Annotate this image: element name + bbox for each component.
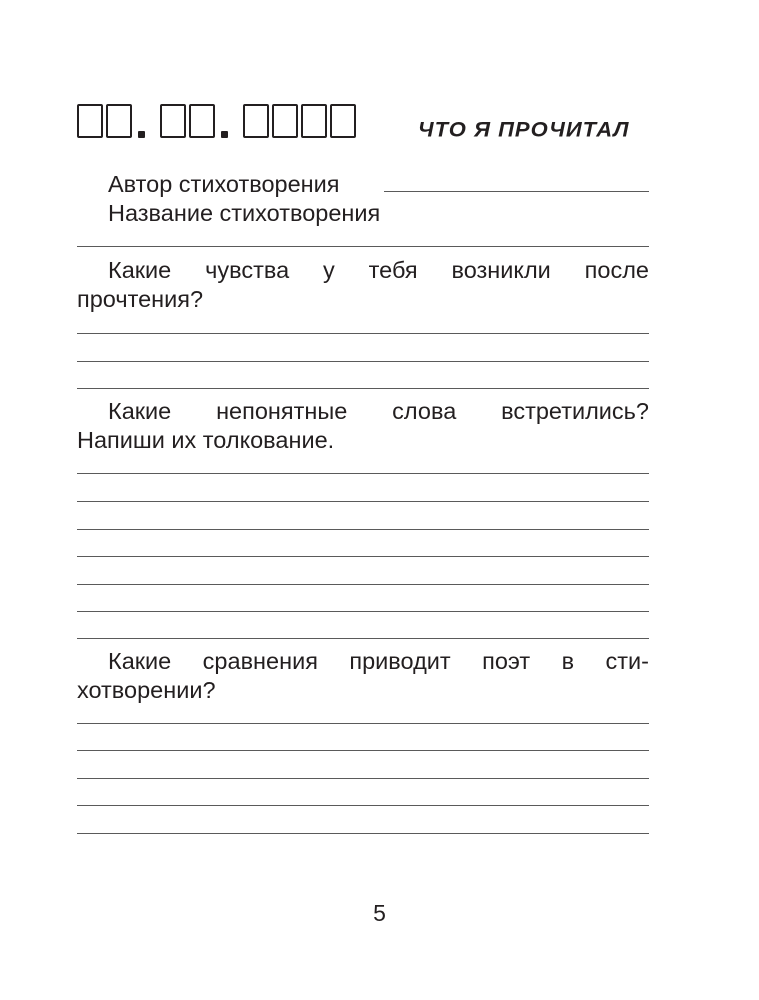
date-month-box-1[interactable] <box>160 104 186 138</box>
answer-line[interactable] <box>77 556 649 557</box>
answer-line[interactable] <box>77 778 649 779</box>
question-3-line-2: хотворении? <box>77 677 216 703</box>
answer-line[interactable] <box>77 805 649 806</box>
author-input-line[interactable] <box>384 191 649 192</box>
answer-line[interactable] <box>77 611 649 612</box>
author-label: Автор стихотворения <box>108 171 340 197</box>
page-number: 5 <box>373 900 386 926</box>
date-year-box-4[interactable] <box>330 104 356 138</box>
title-label: Название стихотворения <box>108 200 381 226</box>
answer-line[interactable] <box>77 750 649 751</box>
answer-line[interactable] <box>77 473 649 474</box>
question-1-line-2: прочтения? <box>77 286 204 312</box>
answer-line[interactable] <box>77 333 649 334</box>
question-2-line-1: Какие непонятные слова встретились? <box>108 398 649 424</box>
date-month-box-2[interactable] <box>189 104 215 138</box>
date-year-box-2[interactable] <box>272 104 298 138</box>
answer-line[interactable] <box>77 388 649 389</box>
date-day-box-1[interactable] <box>77 104 103 138</box>
page-title: ЧТО Я ПРОЧИТАЛ <box>418 117 630 142</box>
date-year-box-1[interactable] <box>243 104 269 138</box>
answer-line[interactable] <box>77 833 649 834</box>
answer-line[interactable] <box>77 723 649 724</box>
date-day-box-2[interactable] <box>106 104 132 138</box>
date-dot-2 <box>221 131 228 138</box>
question-3-line-1: Какие сравнения приводит поэт в сти- <box>108 648 649 674</box>
question-2-line-2: Напиши их толкование. <box>77 427 335 453</box>
answer-line[interactable] <box>77 529 649 530</box>
answer-line[interactable] <box>77 638 649 639</box>
answer-line[interactable] <box>77 584 649 585</box>
date-dot-1 <box>138 131 145 138</box>
answer-line[interactable] <box>77 361 649 362</box>
answer-line[interactable] <box>77 501 649 502</box>
question-1-line-1: Какие чувства у тебя возникли после <box>108 257 649 283</box>
title-input-line[interactable] <box>77 246 649 247</box>
date-year-box-3[interactable] <box>301 104 327 138</box>
